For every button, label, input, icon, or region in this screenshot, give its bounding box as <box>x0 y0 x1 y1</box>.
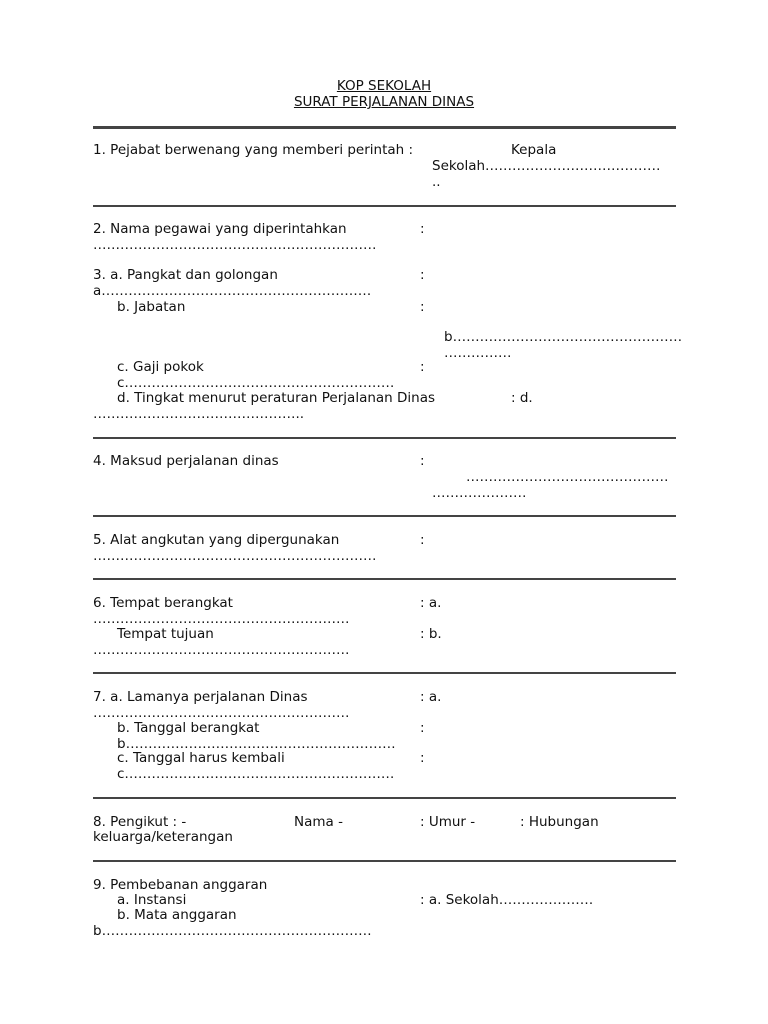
s4-colon: : <box>420 453 425 469</box>
rule-6 <box>93 672 676 674</box>
s9-label: 9. Pembebanan anggaran <box>93 877 268 893</box>
s7b-dots: b…………………………………………………… <box>117 736 396 752</box>
s7b-colon: : <box>420 720 425 736</box>
s5-colon: : <box>420 532 425 548</box>
s3c-dots: c…………………………………………………… <box>117 375 395 391</box>
s9a-value: : a. Sekolah………………… <box>420 892 594 908</box>
s7a-dots: ………………………………………………… <box>93 705 350 721</box>
rule-4 <box>93 515 676 517</box>
s4-label: 4. Maksud perjalanan dinas <box>93 453 279 469</box>
s3b-label: b. Jabatan <box>117 299 186 315</box>
s1-label: 1. Pejabat berwenang yang memberi perintah : <box>93 142 414 158</box>
rule-5 <box>93 578 676 580</box>
s7a-colon: : a. <box>420 689 442 705</box>
s9b-label: b. Mata anggaran <box>117 907 237 923</box>
s9a-label: a. Instansi <box>117 892 187 908</box>
rule-7 <box>93 797 676 799</box>
s4-dots-line1: ……………………………………… <box>466 469 669 485</box>
s6b-colon: : b. <box>420 626 442 642</box>
s7a-label: 7. a. Lamanya perjalanan Dinas <box>93 689 308 705</box>
rule-1 <box>93 205 676 207</box>
s3a-dots: a…………………………………………………… <box>93 283 372 299</box>
s7c-label: c. Tanggal harus kembali <box>117 750 285 766</box>
s3b-dots-line1: b…………………………………………… <box>444 329 683 345</box>
s6a-colon: : a. <box>420 595 442 611</box>
s3d-label: d. Tingkat menurut peraturan Perjalanan Dinas <box>117 390 436 406</box>
s6b-dots: ………………………………………………… <box>93 642 350 658</box>
s6b-label: Tempat tujuan <box>117 626 214 642</box>
s8-label: 8. Pengikut : - <box>93 814 187 830</box>
s3b-colon: : <box>420 299 425 315</box>
s3c-colon: : <box>420 359 425 375</box>
s4-dots-line2: ………………… <box>432 485 527 501</box>
header-rule <box>93 126 676 129</box>
document-title: SURAT PERJALANAN DINAS <box>293 94 475 110</box>
s3a-colon: : <box>420 267 425 283</box>
s3a-label: 3. a. Pangkat dan golongan <box>93 267 278 283</box>
s5-dots: ……………………………………………………… <box>93 548 377 564</box>
rule-3 <box>93 437 676 439</box>
s8-nama: Nama - <box>294 814 343 830</box>
s6a-label: 6. Tempat berangkat <box>93 595 233 611</box>
s8-keterangan: keluarga/keterangan <box>93 829 233 845</box>
s7c-colon: : <box>420 750 425 766</box>
s3c-label: c. Gaji pokok <box>117 359 204 375</box>
s9b-dots: b…………………………………………………… <box>93 923 372 939</box>
s7c-dots: c…………………………………………………… <box>117 766 395 782</box>
s1-value-line1: Kepala <box>511 142 557 158</box>
kop-sekolah: KOP SEKOLAH <box>336 78 432 94</box>
s5-label: 5. Alat angkutan yang dipergunakan <box>93 532 340 548</box>
s3d-colon: : d. <box>511 390 533 406</box>
s8-umur: : Umur - <box>420 814 476 830</box>
s3b-dots-line2: …………… <box>444 345 512 361</box>
s1-value-line3: .. <box>432 174 441 190</box>
s2-colon: : <box>420 221 425 237</box>
s2-label: 2. Nama pegawai yang diperintahkan <box>93 221 347 237</box>
s1-value-line2: Sekolah………………………………… <box>432 158 661 174</box>
s2-dots: ……………………………………………………… <box>93 237 377 253</box>
rule-8 <box>93 860 676 862</box>
s3d-dots: ……………………………………….. <box>93 406 305 422</box>
s6a-dots: ………………………………………………… <box>93 611 350 627</box>
s7b-label: b. Tanggal berangkat <box>117 720 260 736</box>
s8-hubungan: : Hubungan <box>520 814 599 830</box>
